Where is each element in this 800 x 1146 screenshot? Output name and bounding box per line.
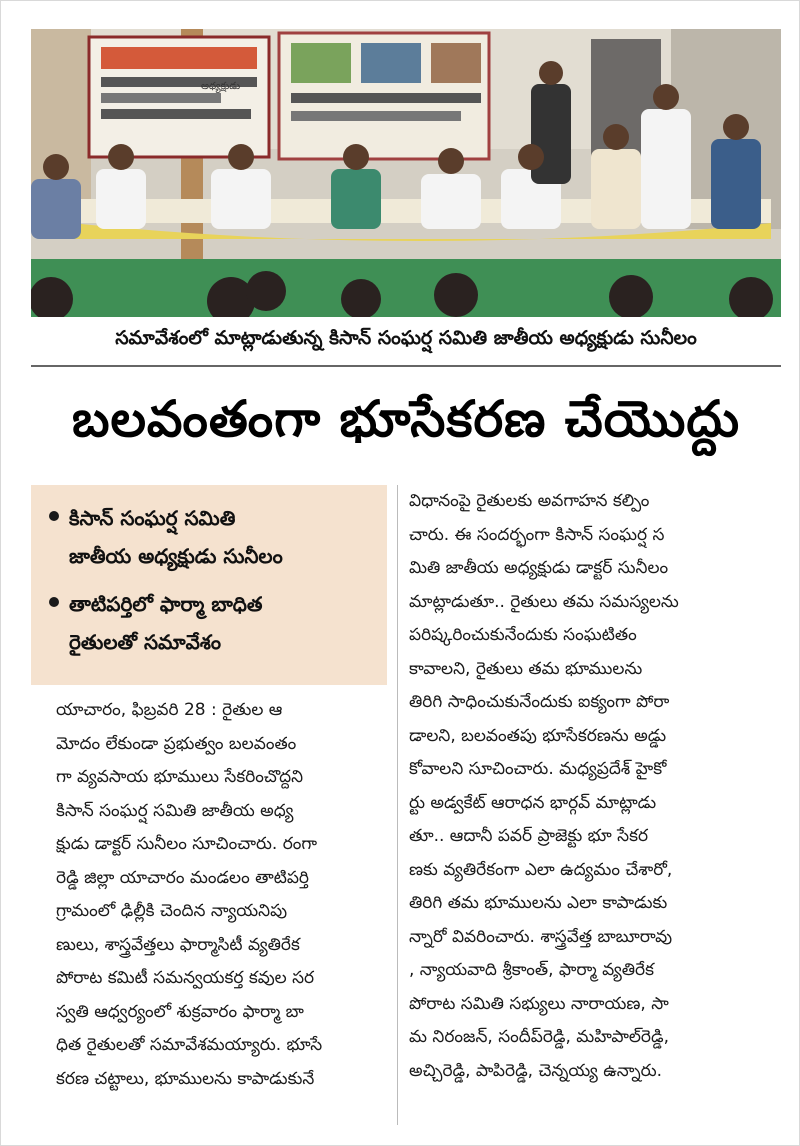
highlight-line: జాతీయ అధ్యక్షుడు సునీలం <box>69 544 283 568</box>
body-line: కోవాలని సూచించారు. మధ్యప్రదేశ్ హైకో <box>409 759 667 779</box>
highlight-item <box>49 499 375 575</box>
body-line: ర్టు అడ్వకేట్ ఆరాధన భార్గవ్ మాట్లాడు <box>409 792 657 813</box>
body-line: , న్యాయవాది శ్రీకాంత్, ఫార్మా వ్యతిరేక <box>409 960 655 980</box>
body-line: యాచారం, ఫిబ్రవరి 28 : రైతుల ఆ <box>56 700 283 720</box>
highlight-line: రైతులతో సమావేశం <box>69 630 221 654</box>
body-line: ధిత రైతులతో సమావేశమయ్యారు. భూసే <box>56 1035 323 1055</box>
body-line: తిరిగి సాధించుకునేందుకు ఐక్యంగా పోరా <box>409 692 670 712</box>
body-line: కిసాన్ సంఘర్ష సమితి జాతీయ అధ్య <box>56 800 294 821</box>
column-divider <box>397 485 398 1125</box>
body-line: గ్రామంలో ఢిల్లీకి చెందిన న్యాయనిపు <box>56 901 288 921</box>
body-line: ణులు, శాస్త్రవేత్తలు ఫార్మాసిటీ వ్యతిరేక <box>56 934 300 955</box>
body-line: పోరాట సమితి సభ్యులు నారాయణ, సా <box>409 993 669 1014</box>
body-line: తిరిగి తమ భూములను ఎలా కాపాడుకు <box>409 893 668 913</box>
body-line: పరిష్కరించుకునేందుకు సంఘటితం <box>409 625 637 645</box>
body-line: ణకు వ్యతిరేకంగా ఎలా ఉద్యమం చేశారో, <box>409 859 673 880</box>
body-line: రెడ్డి జిల్లా యాచారం మండలం తాటిపర్తి <box>56 867 310 888</box>
body-line: స్వతి ఆధ్వర్యంలో శుక్రవారం ఫార్మా బా <box>56 1001 304 1022</box>
body-line: మ నిరంజన్, సందీప్‌రెడ్డి, మహిపాల్‌రెడ్డి, <box>409 1027 669 1047</box>
body-line: డాలని, బలవంతపు భూసేకరణను అడ్డు <box>409 725 667 746</box>
body-line: కరణ చట్టాలు, భూములను కాపాడుకునే <box>56 1068 315 1089</box>
body-line: తూ.. ఆదానీ పవర్ ప్రాజెక్టు భూ సేకర <box>409 826 649 846</box>
highlight-line: తాటిపర్తిలో ఫార్మా బాధిత <box>69 592 263 616</box>
body-line: కావాలని, రైతులు తమ భూములను <box>409 658 643 679</box>
banner-text: అధ్యక్షుడు <box>201 81 241 92</box>
body-line: విధానంపై రైతులకు అవగాహన కల్పిం <box>409 491 650 511</box>
headline: బలవంతంగా భూసేకరణ చేయొద్దు <box>71 390 740 448</box>
body-line: మోదం లేకుండా ప్రభుత్వం బలవంతం <box>56 733 297 754</box>
body-line: మాట్లాడుతూ.. రైతులు తమ సమస్యలను <box>409 591 679 612</box>
body-line: పోరాట కమిటీ సమన్వయకర్త కవుల సర <box>56 968 315 988</box>
highlight-item <box>49 585 375 661</box>
body-line: అచ్చిరెడ్డి, పాపిరెడ్డి, చెన్నయ్య ఉన్నారు. <box>409 1060 663 1081</box>
highlight-line: కిసాన్ సంఘర్ష సమితి <box>69 506 236 530</box>
bullet-icon <box>49 511 59 521</box>
photo-caption: సమావేశంలో మాట్లాడుతున్న కిసాన్ సంఘర్ష సమితి జాతీయ అధ్యక్షుడు సునీలం <box>115 327 697 349</box>
body-line: గా వ్యవసాయ భూములు సేకరించొద్దని <box>56 767 304 787</box>
caption-divider <box>31 365 781 367</box>
article-body-left <box>56 694 386 1096</box>
highlights-box <box>31 485 387 685</box>
body-line: చారు. ఈ సందర్భంగా కిసాన్ సంఘర్ష స <box>409 524 665 545</box>
article-body-right <box>409 485 781 1088</box>
bullet-icon <box>49 597 59 607</box>
body-line: న్నారో వివరించారు. శాస్త్రవేత్త బాబూరావు <box>409 926 673 947</box>
body-line: క్షుడు డాక్టర్ సునీలం సూచించారు. రంగా <box>56 834 318 854</box>
meeting-photo <box>31 29 781 317</box>
body-line: మితి జాతీయ అధ్యక్షుడు డాక్టర్ సునీలం <box>409 558 669 578</box>
